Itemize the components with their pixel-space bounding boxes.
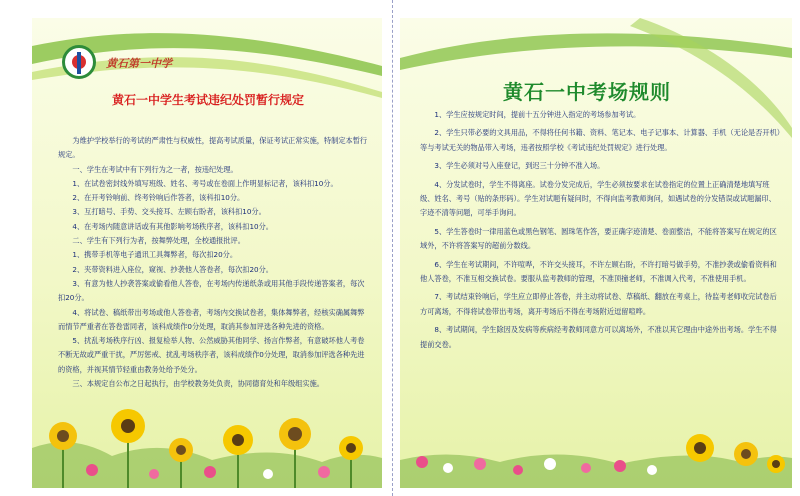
paragraph: 一、学生在考试中有下列行为之一者，按违纪处理。 bbox=[72, 164, 238, 174]
page-divider-guide bbox=[392, 0, 393, 496]
paragraph: 1、携带手机等电子通讯工具舞弊者，每次扣20分。 bbox=[72, 250, 238, 260]
paragraph: 为维护学校举行的考试的严肃性与权威性，提高考试质量，保证考试正常实施，特制定本暂行规定。 bbox=[58, 136, 368, 160]
paragraph: 三、本规定自公布之日起执行，由学校教务处负责，协同德育处和年级组实施。 bbox=[72, 379, 324, 389]
sunflower-decoration bbox=[32, 378, 382, 488]
paragraph: 5、扰乱考场秩序行凶、报复检举人物、公然威胁其他同学、扬言作弊者，有意破坏他人考卷不断无故或严重干扰，严厉惩戒、扰乱考场秩序者，该科成绩作0分处理，取消参加评选各种先进的资格，并视其情节轻重由教务处给予处分。 bbox=[58, 336, 365, 374]
paragraph: 2、在开考铃响前、终考铃响后作答者，该科扣10分。 bbox=[72, 193, 245, 203]
paragraph: 4、将试卷、稿纸带出考场或他人答卷者，考场内交换试卷者，集体舞弊者，经核实确属舞弊而情节严重者在答卷雷同者，该科成绩作0分处理，取消其参加评选各种先进的资格。 bbox=[58, 307, 365, 331]
left-page bbox=[32, 18, 382, 488]
paragraph: 4、在考场内随意讲话或有其他影响考场秩序者，该科扣10分。 bbox=[72, 221, 273, 231]
right-page-title: 黄石一中考场规则 bbox=[503, 80, 671, 104]
rule-item: 3、学生必须对号入座登记，到迟三十分钟不准入场。 bbox=[434, 161, 605, 171]
paragraph: 3、有意为他人抄袭答案或偷看他人答卷，在考场内传递纸条或用其他手段传递答案者，每次扣20分。 bbox=[58, 278, 365, 303]
paragraph: 二、学生有下列行为者，按舞弊处理，全校通报批评。 bbox=[72, 236, 245, 246]
rule-item: 8、考试期间，学生除因及发病等疾病经考教师同意方可以离场外，不准以其它理由中途外出考场。学生不得提前交卷。 bbox=[420, 325, 777, 349]
left-page-body bbox=[58, 134, 370, 391]
rule-item: 1、学生应按规定时间，提前十五分钟进入指定的考场参加考试。 bbox=[434, 110, 641, 119]
paragraph: 3、互打暗号、手势、交头接耳、左顾右盼者，该科扣10分。 bbox=[72, 207, 266, 217]
rule-item: 5、学生答卷时一律用蓝色或黑色钢笔、圆珠笔作答，要正确字迹清楚、卷面整洁，不能将答案写在规定的区域外，不许将答案写的超前分数线。 bbox=[420, 226, 777, 251]
left-page-title: 黄石一中学生考试违纪处罚暂行规定 bbox=[112, 93, 305, 107]
right-page-body bbox=[420, 108, 782, 356]
rule-item: 7、考试结束铃响后，学生应立即停止答卷，并主动将试卷、草稿纸、翻放在考桌上，待监考老师收完试卷后方可离场，不得将试卷带出考场，离开考场后不得在考场附近逗留喧哗。 bbox=[420, 292, 777, 316]
school-logo-icon bbox=[62, 45, 96, 79]
rule-item: 4、分发试卷时，学生不得离座。试卷分发完成后，学生必须按要求在试卷指定的位置上正确清楚地填写班级、姓名、考号（贴的条形码）。学生对试题有疑问时，不得向监考教师询问，如遇试卷的分发错误或试题漏印、字迹不清等问题，可举手询问。 bbox=[420, 179, 776, 218]
paragraph: 2、夹带资料进入座位，窥视、抄袭他人答卷者，每次扣20分。 bbox=[72, 264, 273, 274]
rule-item: 2、学生只带必要的文具用品，不得将任何书籍、资料、笔记本、电子记事本、计算器、手机（无论是否开机）等与考试无关的物品带入考场，违者按照学校《考试违纪处罚规定》进行处理。 bbox=[420, 128, 781, 152]
rule-item: 6、学生在考试期间，不许喧哗，不许交头接耳，不许左顾右盼，不许打暗号做手势，不准抄袭或偷看资料和他人答卷，不准互相交换试卷。要服从监考教师的管理，不准顶撞老师，不准调入代考，不准使用手机。 bbox=[420, 259, 777, 284]
flower-border-decoration bbox=[400, 418, 792, 488]
right-page bbox=[400, 18, 792, 488]
paragraph: 1、在试卷密封线外填写班级、姓名、考号或在卷面上作明显标记者，该科扣10分。 bbox=[72, 178, 338, 188]
school-name: 黄石第一中学 bbox=[106, 57, 172, 70]
